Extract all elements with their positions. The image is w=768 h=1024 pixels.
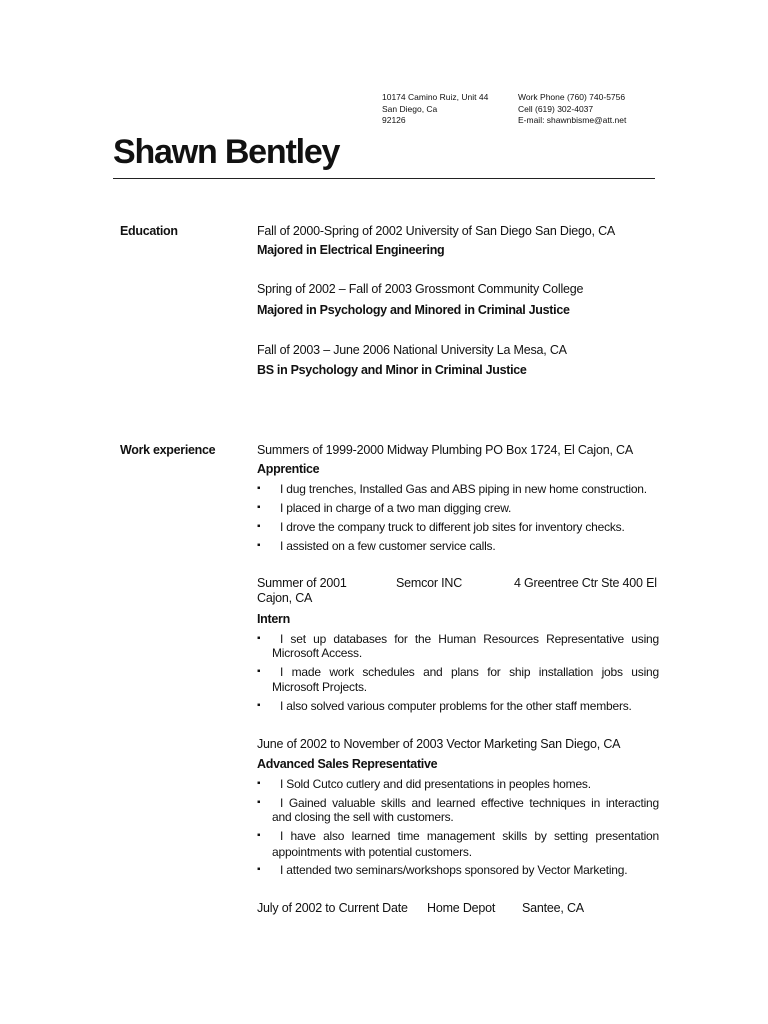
work-heading: Work experience [120,443,216,457]
job-3-title: Advanced Sales Representative [257,757,438,771]
education-degree-3: BS in Psychology and Minor in Criminal Justice [257,363,527,377]
job-1-title: Apprentice [257,462,320,476]
job-4-date: July of 2002 to Current Date [257,901,408,915]
bullet-icon: ▪ [257,502,261,513]
bullet-icon: ▪ [257,483,261,494]
job-3-bullet-4: I attended two seminars/workshops sponsored by Vector Marketing. [280,863,628,877]
education-degree-2: Majored in Psychology and Minored in Criminal Justice [257,303,570,317]
contact-phones [518,92,626,127]
email: E-mail: shawnbisme@att.net [518,115,627,125]
job-2-bullet-2-cont: Microsoft Projects. [272,680,367,694]
applicant-name: Shawn Bentley [113,133,340,171]
job-3-bullet-3-cont: appointments with potential customers. [272,845,472,859]
bullet-icon: ▪ [257,633,261,644]
job-3-bullet-2-cont: and closing the sell with customers. [272,810,454,824]
bullet-icon: ▪ [257,797,261,808]
education-line-1: Fall of 2000-Spring of 2002 University of San Diego San Diego, CA [257,224,616,238]
header-divider [113,178,655,179]
bullet-icon: ▪ [257,830,261,841]
job-1-bullet-3: I drove the company truck to different job sites for inventory checks. [280,520,625,534]
job-2-bullet-1: I set up databases for the Human Resources Representative using [280,632,659,646]
job-2-address: 4 Greentree Ctr Ste 400 El [514,576,657,590]
job-1-bullet-4: I assisted on a few customer service calls. [280,539,496,553]
job-2-bullet-3: I also solved various computer problems for the other staff members. [280,699,632,713]
job-4-location: Santee, CA [522,901,584,915]
job-3-line: June of 2002 to November of 2003 Vector Marketing San Diego, CA [257,737,621,751]
job-1-bullet-2: I placed in charge of a two man digging crew. [280,501,512,515]
job-1-line: Summers of 1999-2000 Midway Plumbing PO Box 1724, El Cajon, CA [257,443,633,457]
address-line-2: San Diego, Ca [382,103,438,114]
education-line-3: Fall of 2003 – June 2006 National University La Mesa, CA [257,343,567,357]
bullet-icon: ▪ [257,700,261,711]
cell-phone: Cell (619) 302-4037 [518,103,594,114]
job-2-date: Summer of 2001 [257,576,347,590]
bullet-icon: ▪ [257,521,261,532]
education-line-2: Spring of 2002 – Fall of 2003 Grossmont Community College [257,282,584,296]
job-2-bullet-1-cont: Microsoft Access. [272,646,362,660]
bullet-icon: ▪ [257,540,261,551]
job-2-address-cont: Cajon, CA [257,591,313,605]
job-3-bullet-3: I have also learned time management skills by setting presentation [280,829,659,843]
bullet-icon: ▪ [257,778,261,789]
address-line-3: 92126 [382,115,406,125]
education-heading: Education [120,224,178,238]
contact-address [382,92,488,127]
job-2-bullet-2: I made work schedules and plans for ship installation jobs using [280,665,659,679]
address-line-1: 10174 Camino Ruiz, Unit 44 [382,92,489,102]
job-1-bullet-1: I dug trenches, Installed Gas and ABS piping in new home construction. [280,482,647,496]
job-2-company: Semcor INC [396,576,463,590]
education-degree-1: Majored in Electrical Engineering [257,243,445,257]
job-3-bullet-2: I Gained valuable skills and learned effective techniques in interacting [280,796,659,810]
job-4-company: Home Depot [427,901,496,915]
job-2-title: Intern [257,612,290,626]
work-phone: Work Phone (760) 740-5756 [518,92,626,102]
job-3-bullet-1: I Sold Cutco cutlery and did presentations in peoples homes. [280,777,591,791]
bullet-icon: ▪ [257,864,261,875]
bullet-icon: ▪ [257,666,261,677]
